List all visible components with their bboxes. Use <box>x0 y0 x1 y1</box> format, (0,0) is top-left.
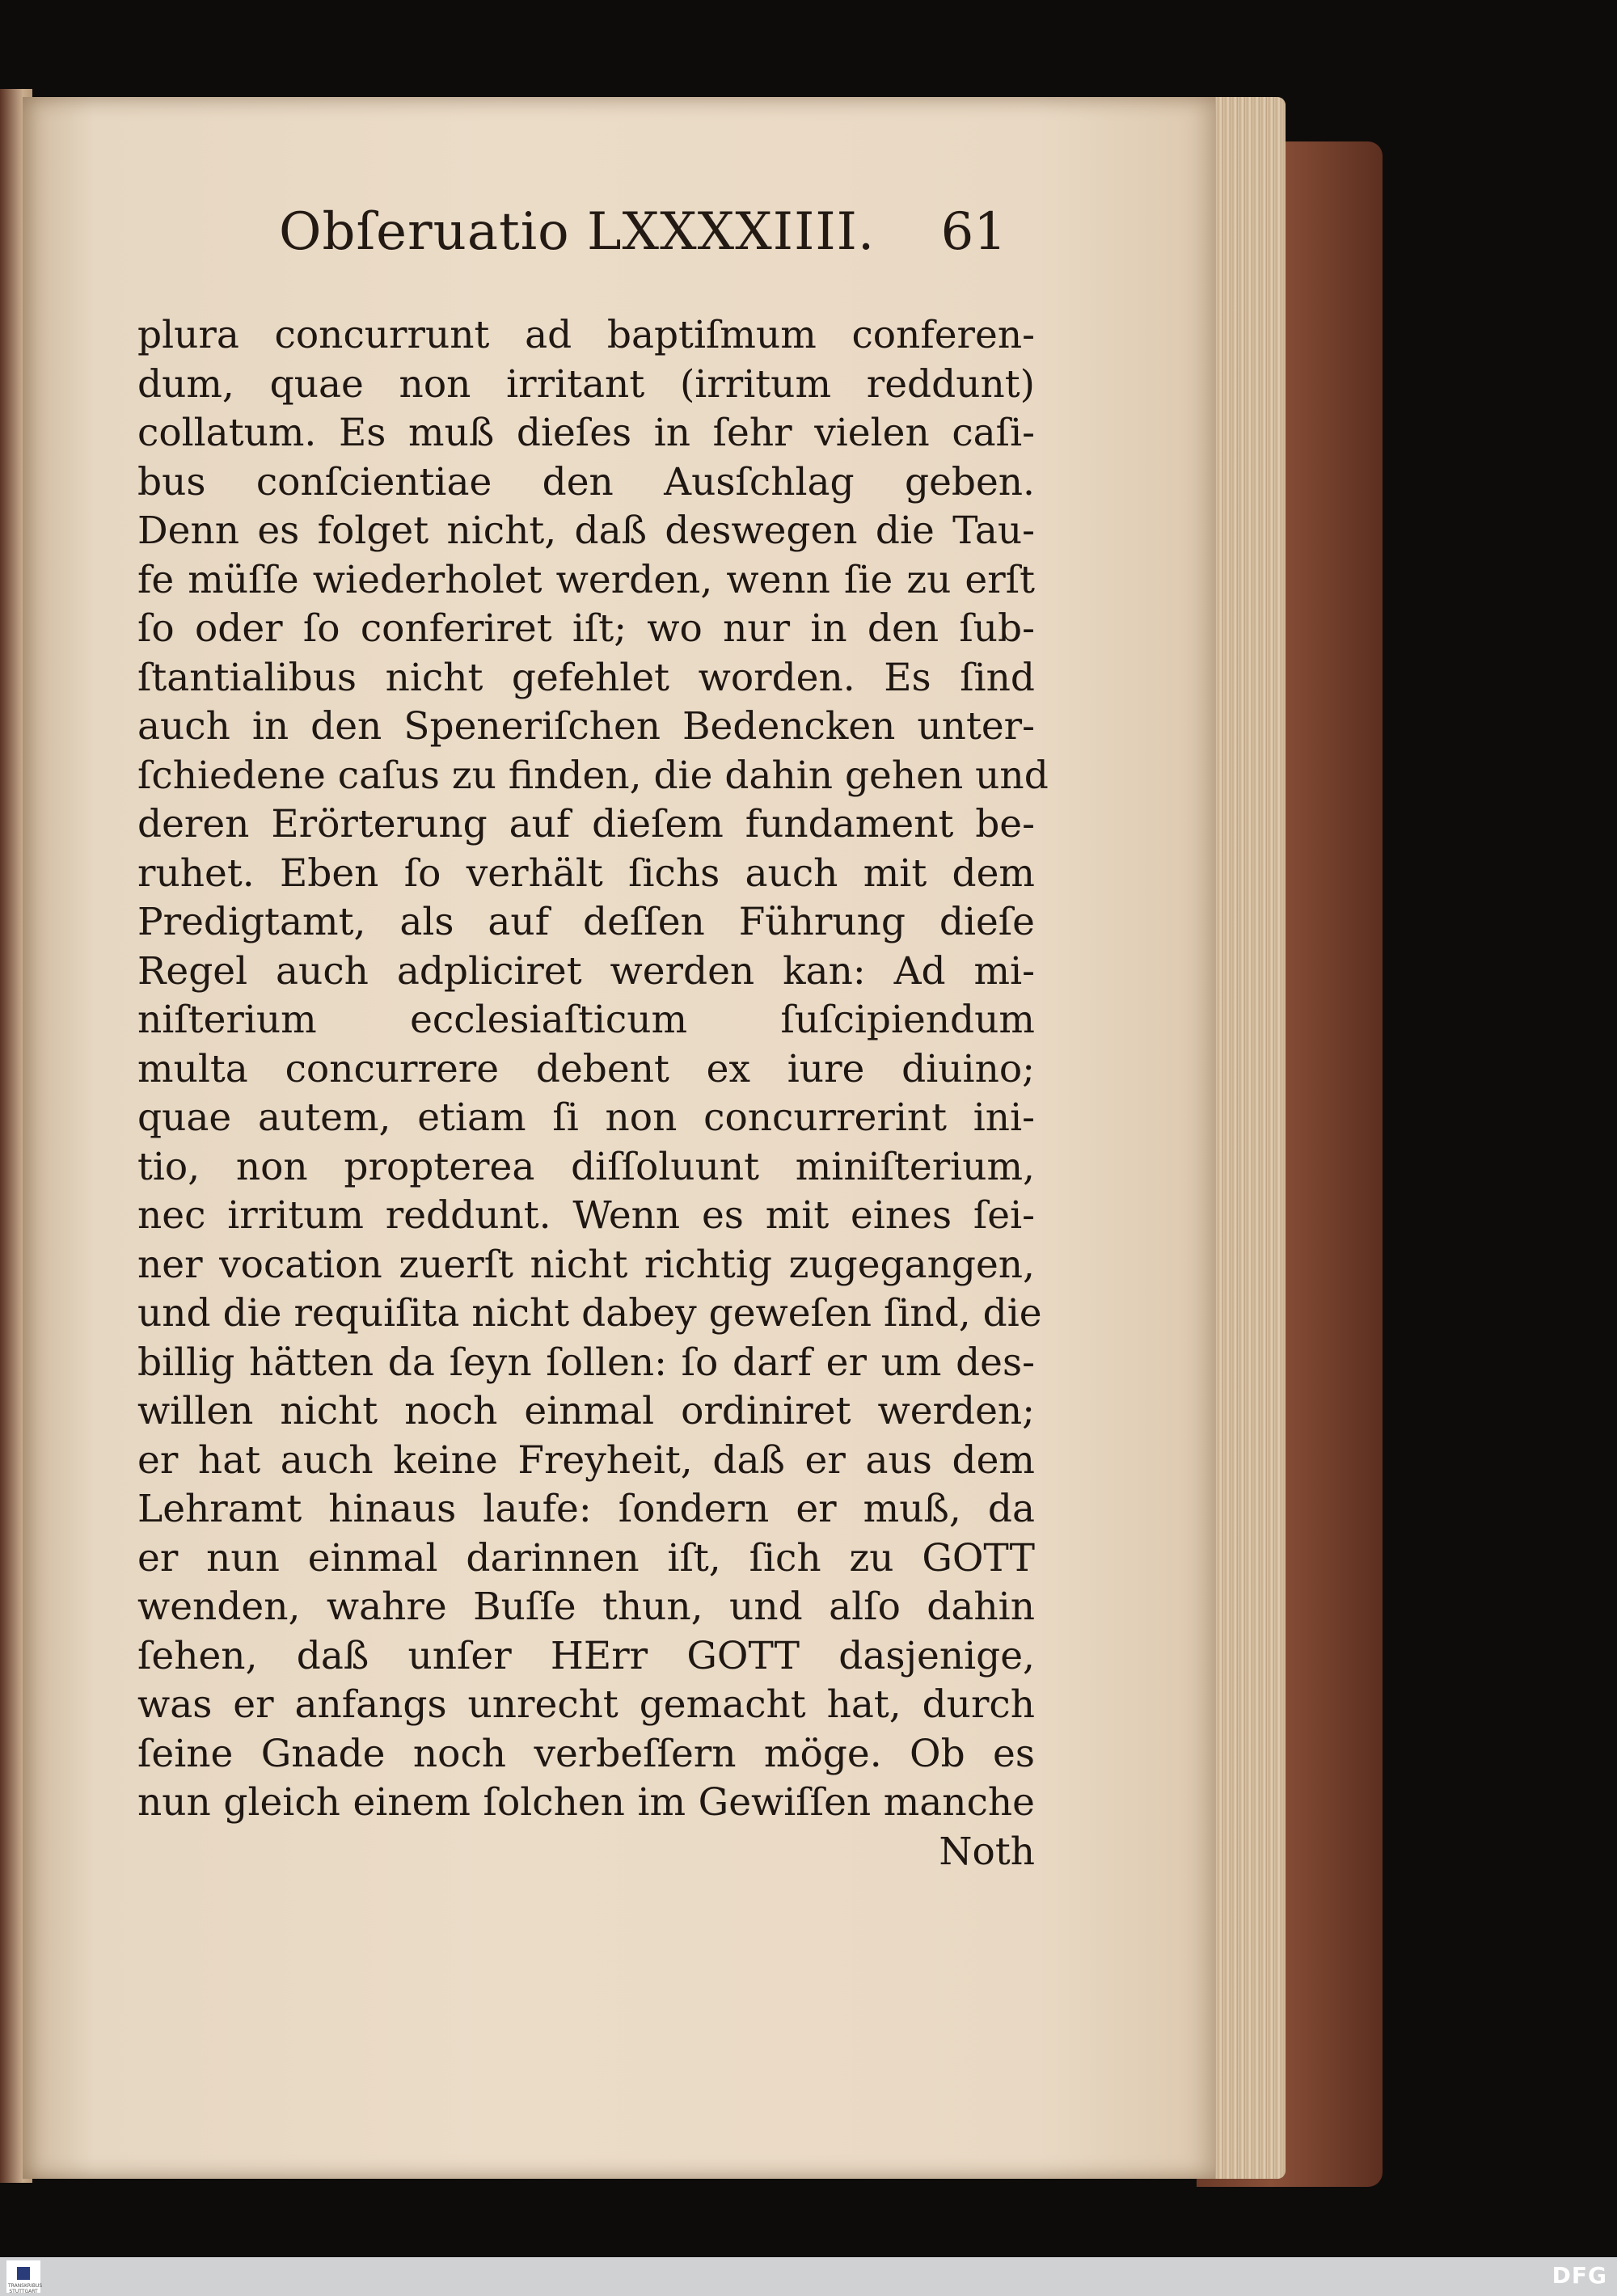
text-line: ruhet. Eben ſo verhält ſichs auch mit dem <box>137 850 1035 896</box>
text-line: willen nicht noch einmal ordiniret werden; <box>137 1389 1035 1433</box>
text-line: Lehramt hinaus laufe: ſondern er muß, da <box>137 1487 1035 1531</box>
scan-footer-bar <box>0 2257 1617 2296</box>
library-logo <box>6 2260 43 2294</box>
text-line: dum, quae non irritant (irritum reddunt) <box>137 361 1035 407</box>
text-line: plura concurrunt ad baptiſmum conferen- <box>137 313 1035 357</box>
text-line: ſeine Gnade noch verbeſſern möge. Ob es <box>137 1731 1035 1776</box>
text-line: nun gleich einem ſolchen im Gewiſſen manche <box>137 1780 1035 1825</box>
text-line: Regel auch adpliciret werden kan: Ad mi- <box>137 948 1035 994</box>
page-header <box>279 202 1007 267</box>
text-line: ner vocation zuerſt nicht richtig zugegangen, <box>137 1242 1035 1287</box>
text-line: niſterium ecclesiaſticum ſuſcipiendum <box>137 998 1035 1042</box>
text-line: Predigtamt, als auf deſſen Führung dieſe <box>137 900 1035 944</box>
text-line: und die requiſita nicht dabey geweſen ſind, die <box>137 1291 1042 1336</box>
text-line: fe müſſe wiederholet werden, wenn ſie zu erſt <box>137 557 1035 602</box>
text-line: er nun einmal darinnen iſt, ſich zu GOTT <box>137 1535 1035 1581</box>
text-line: ſtantialibus nicht gefehlet worden. Es ſind <box>137 655 1035 700</box>
text-line: deren Erörterung auf dieſem fundament be- <box>137 802 1035 846</box>
running-title: Obſeruatio LXXXXIIII. <box>279 202 876 262</box>
dfg-logo: DFG <box>1552 2262 1607 2289</box>
text-line: ſehen, daß unſer HErr GOTT dasjenige, <box>137 1633 1035 1678</box>
library-logo-mark <box>17 2267 30 2280</box>
body-text <box>137 311 1049 1876</box>
library-logo-caption: TRANSKRIBUS STUTTGART <box>8 2283 43 2294</box>
text-line: bus conſcientiae den Ausſchlag geben. <box>137 459 1035 504</box>
text-line: was er anfangs unrecht gemacht hat, durch <box>137 1682 1035 1727</box>
text-line: multa concurrere debent ex iure diuino; <box>137 1046 1035 1091</box>
text-line: nec irritum reddunt. Wenn es mit eines ſei- <box>137 1193 1035 1238</box>
text-line: er hat auch keine Freyheit, daß er aus dem <box>137 1437 1035 1483</box>
text-line: wenden, wahre Buſſe thun, und alſo dahin <box>137 1585 1035 1629</box>
text-line: quae autem, etiam ſi non concurrerint ini- <box>137 1095 1035 1140</box>
text-line: collatum. Es muß dieſes in ſehr vielen caſi- <box>137 411 1035 455</box>
text-line: Denn es folget nicht, daß deswegen die Tau- <box>137 509 1035 553</box>
catchword: Noth <box>939 1829 1035 1874</box>
text-line: tio, non propterea diſſoluunt miniſterium, <box>137 1144 1035 1189</box>
text-line: billig hätten da ſeyn ſollen: ſo darf er um des- <box>137 1340 1035 1385</box>
page-number: 61 <box>940 202 1007 262</box>
text-line: auch in den Speneriſchen Bedencken unter- <box>137 704 1035 749</box>
text-line: ſo oder ſo conferiret iſt; wo nur in den ſub- <box>137 606 1035 651</box>
text-line: ſchiedene caſus zu finden, die dahin gehen und <box>137 753 1049 798</box>
